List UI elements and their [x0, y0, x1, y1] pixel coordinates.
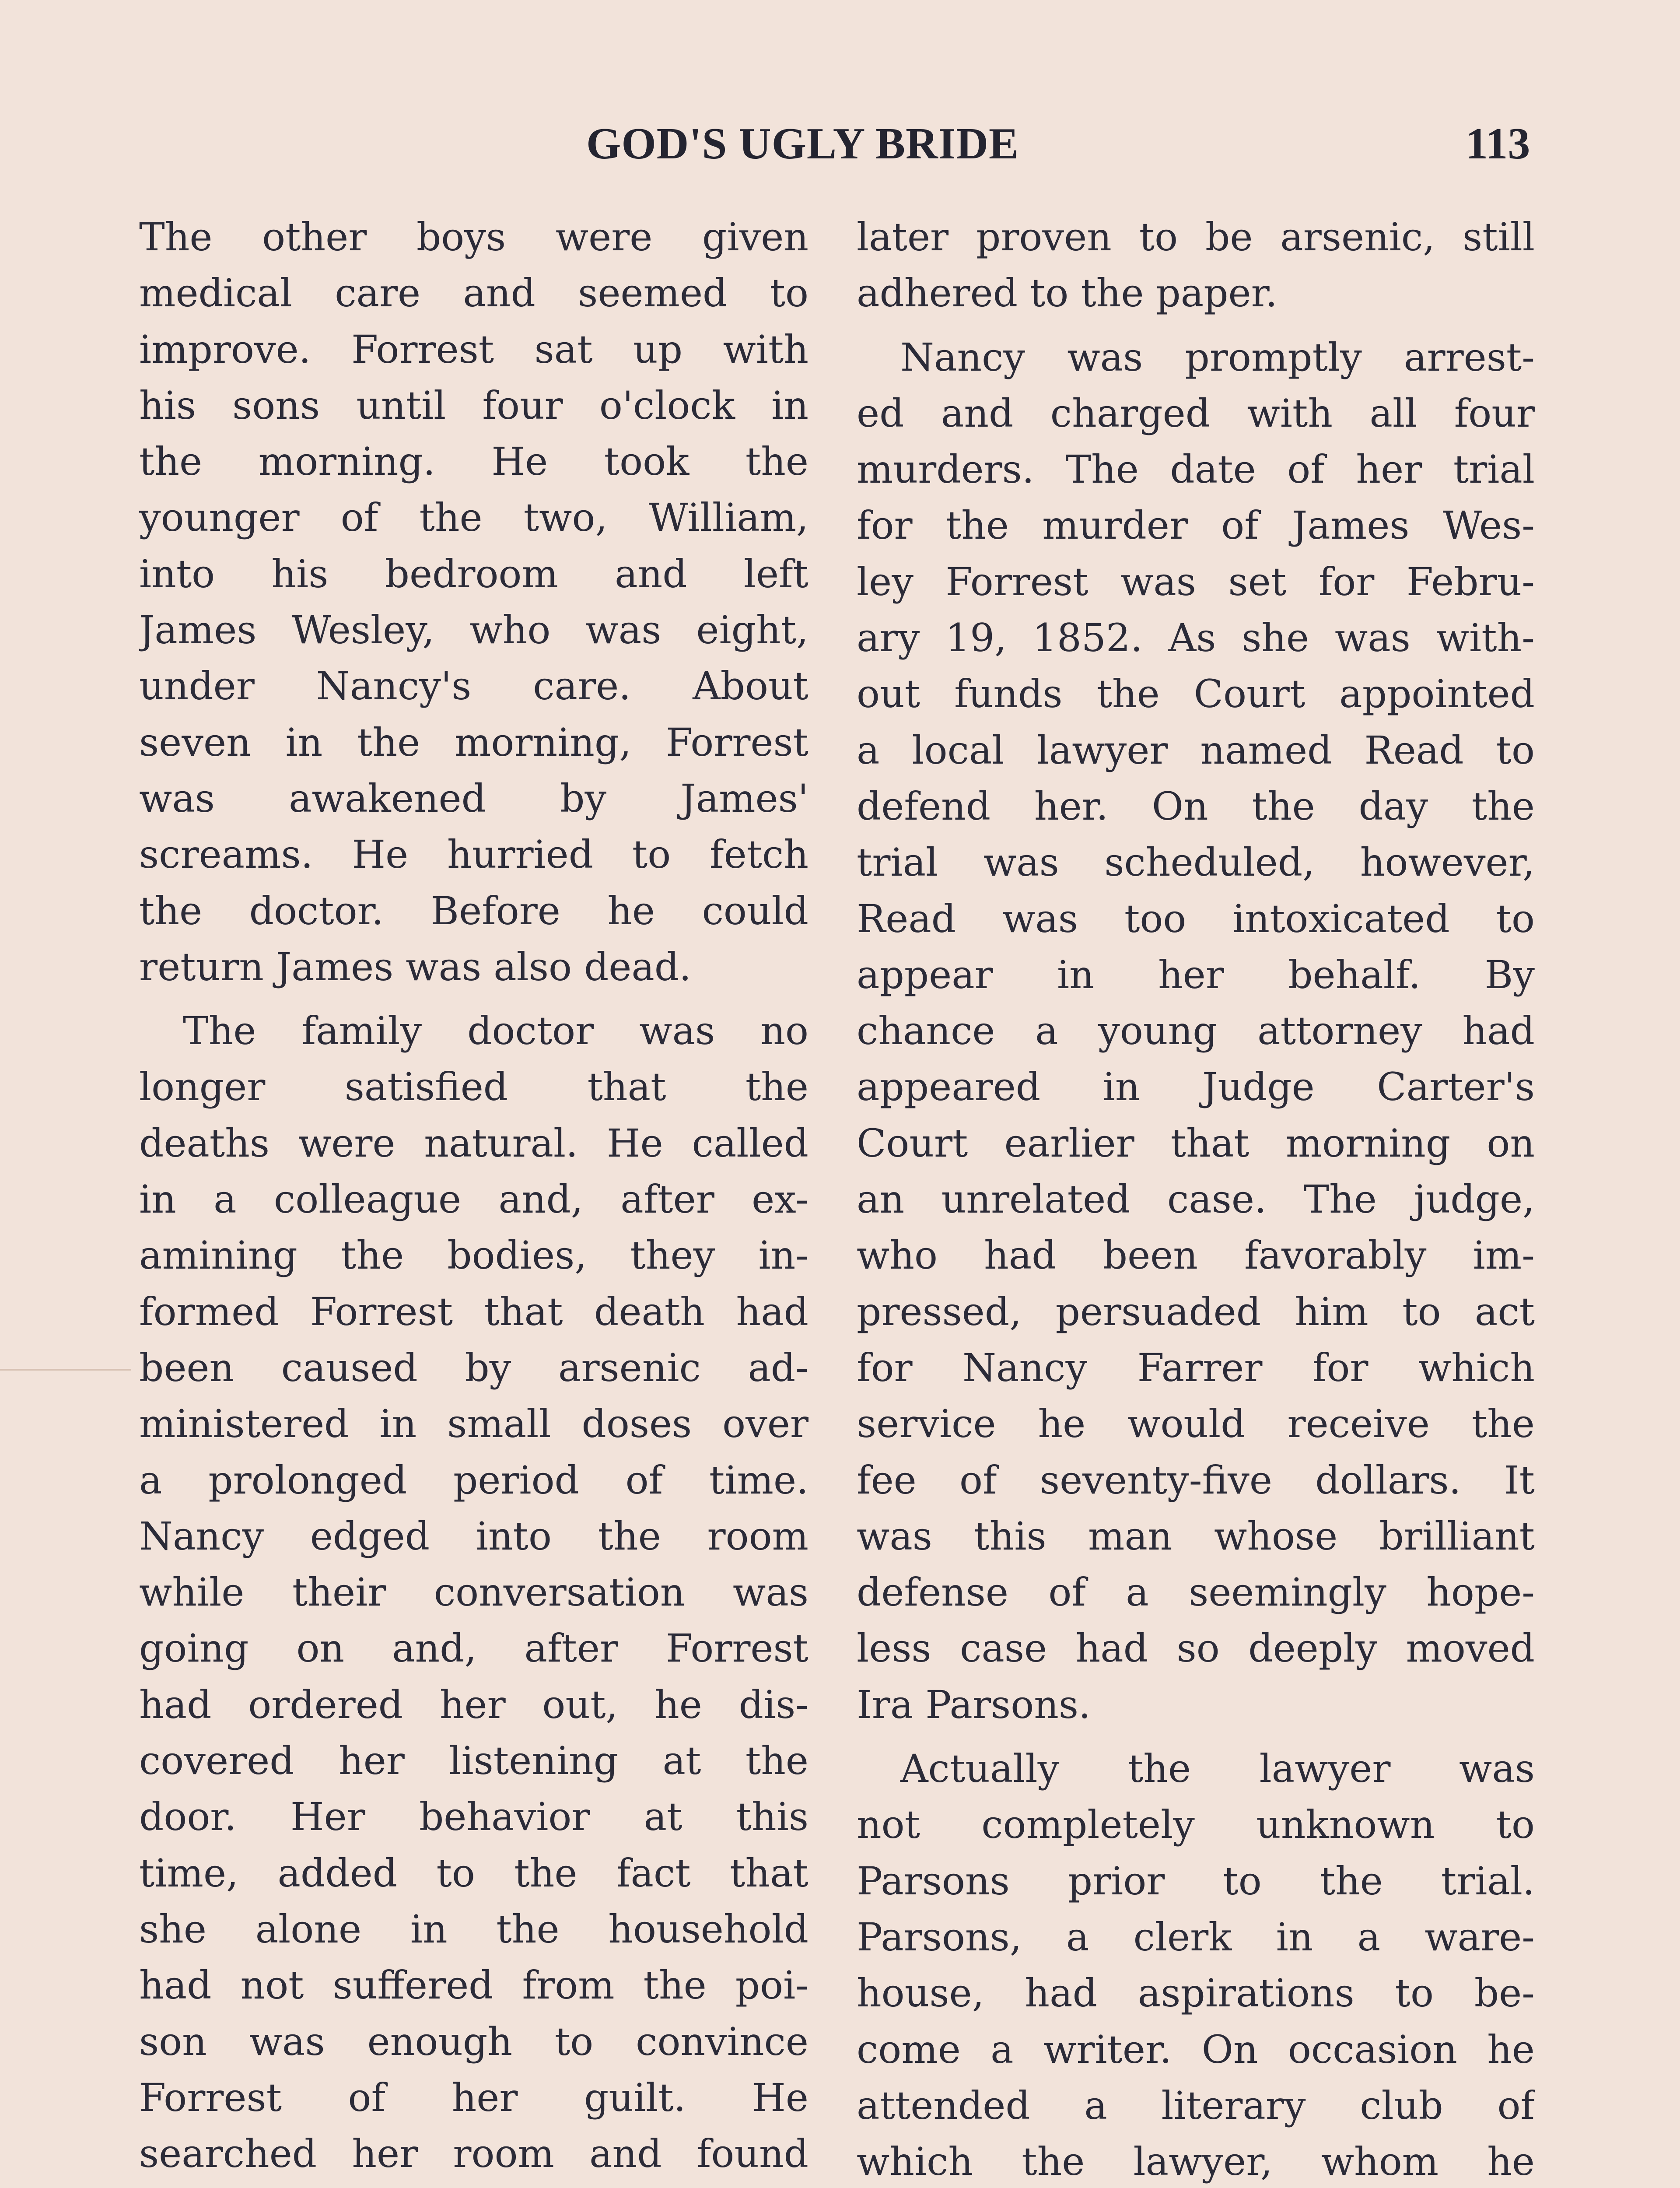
- text-line: amining the bodies, they in-: [139, 1233, 808, 1278]
- text-line: come a writer. On occasion he: [857, 2027, 1535, 2072]
- text-line: a local lawyer named Read to: [857, 727, 1535, 773]
- text-line: a prolonged period of time.: [139, 1457, 808, 1503]
- page-fold-mark: [0, 1369, 131, 1371]
- text-column-right: [857, 209, 1535, 2188]
- text-line: chance a young attorney had: [857, 1008, 1535, 1054]
- text-line: attended a literary club of: [857, 2083, 1535, 2128]
- text-line: appeared in Judge Carter's: [857, 1064, 1535, 1110]
- text-line: had not suffered from the poi-: [139, 1963, 808, 2008]
- text-line: Read was too intoxicated to: [857, 896, 1535, 941]
- text-line: murders. The date of her trial: [857, 447, 1535, 492]
- text-line: an unrelated case. The judge,: [857, 1177, 1535, 1222]
- text-line: return James was also dead.: [139, 944, 692, 989]
- text-line: ary 19, 1852. As she was with-: [857, 615, 1535, 661]
- text-line: ed and charged with all four: [857, 390, 1535, 436]
- text-line: medical care and seemed to: [139, 270, 808, 316]
- text-line: was awakened by James': [139, 775, 808, 821]
- text-line: she alone in the household: [139, 1906, 808, 1952]
- text-line: out funds the Court appointed: [857, 671, 1535, 717]
- text-line: later proven to be arsenic, still: [857, 214, 1535, 259]
- text-line: house, had aspirations to be-: [857, 1971, 1535, 2016]
- paragraph-gap: [857, 1733, 1535, 1741]
- text-line: his sons until four o'clock in: [139, 382, 808, 428]
- text-line: while their conversation was: [139, 1570, 808, 1615]
- text-line: had ordered her out, he dis-: [139, 1682, 808, 1727]
- text-line: Actually the lawyer was: [900, 1746, 1535, 1792]
- text-line: in a colleague and, after ex-: [139, 1177, 808, 1222]
- text-line: [139, 2182, 808, 2188]
- text-line: for the murder of James Wes-: [857, 503, 1535, 548]
- text-line: trial was scheduled, however,: [857, 840, 1535, 885]
- text-line: son was enough to convince: [139, 2019, 808, 2064]
- text-line: into his bedroom and left: [139, 551, 808, 596]
- text-line: door. Her behavior at this: [139, 1794, 808, 1840]
- text-line: Nancy was promptly arrest-: [900, 334, 1535, 380]
- text-line: Parsons, a clerk in a ware-: [857, 1914, 1535, 1960]
- text-line: Nancy edged into the room: [139, 1513, 808, 1559]
- text-line: The family doctor was no: [183, 1008, 808, 1054]
- text-line: seven in the morning, Forrest: [139, 719, 808, 765]
- text-line: service he would receive the: [857, 1401, 1535, 1447]
- text-line: not completely unknown to: [857, 1802, 1535, 1848]
- text-line: Court earlier that morning on: [857, 1120, 1535, 1166]
- text-line: appear in her behalf. By: [857, 952, 1535, 997]
- text-line: James Wesley, who was eight,: [139, 607, 808, 653]
- text-line: for Nancy Farrer for which: [857, 1345, 1535, 1390]
- text-line: was this man whose brilliant: [857, 1513, 1535, 1559]
- paragraph-gap: [857, 322, 1535, 330]
- text-line: deaths were natural. He called: [139, 1120, 808, 1166]
- text-line: younger of the two, William,: [139, 495, 808, 540]
- text-line: Ira Parsons.: [857, 1682, 1091, 1727]
- text-line: searched her room and found: [139, 2131, 808, 2177]
- text-line: the morning. He took the: [139, 439, 808, 484]
- text-line: which the lawyer, whom he: [857, 2139, 1535, 2184]
- text-line: pressed, persuaded him to act: [857, 1289, 1535, 1334]
- text-line: who had been favorably im-: [857, 1233, 1535, 1278]
- text-line: Forrest of her guilt. He: [139, 2075, 808, 2120]
- page-number: 113: [1466, 119, 1530, 168]
- text-column-left: [139, 209, 808, 2188]
- text-line: ministered in small doses over: [139, 1401, 808, 1447]
- text-line: fee of seventy-five dollars. It: [857, 1457, 1535, 1503]
- text-line: screams. He hurried to fetch: [139, 832, 808, 877]
- text-line: time, added to the fact that: [139, 1850, 808, 1896]
- text-line: longer satisfied that the: [139, 1064, 808, 1110]
- text-line: adhered to the paper.: [857, 270, 1278, 316]
- text-line: covered her listening at the: [139, 1738, 808, 1784]
- text-line: going on and, after Forrest: [139, 1626, 808, 1671]
- text-line: defense of a seemingly hope-: [857, 1570, 1535, 1615]
- text-line: formed Forrest that death had: [139, 1289, 808, 1334]
- paragraph-gap: [139, 995, 808, 1003]
- text-line: The other boys were given: [139, 214, 808, 259]
- text-line: been caused by arsenic ad-: [139, 1345, 808, 1390]
- text-line: ley Forrest was set for Febru-: [857, 559, 1535, 604]
- text-line: improve. Forrest sat up with: [139, 326, 808, 372]
- text-line: under Nancy's care. About: [139, 663, 808, 709]
- text-line: the doctor. Before he could: [139, 888, 808, 933]
- text-line: Parsons prior to the trial.: [857, 1858, 1535, 1904]
- text-line: less case had so deeply moved: [857, 1626, 1535, 1671]
- text-line: defend her. On the day the: [857, 783, 1535, 829]
- running-header-title: GOD'S UGLY BRIDE: [586, 119, 1019, 168]
